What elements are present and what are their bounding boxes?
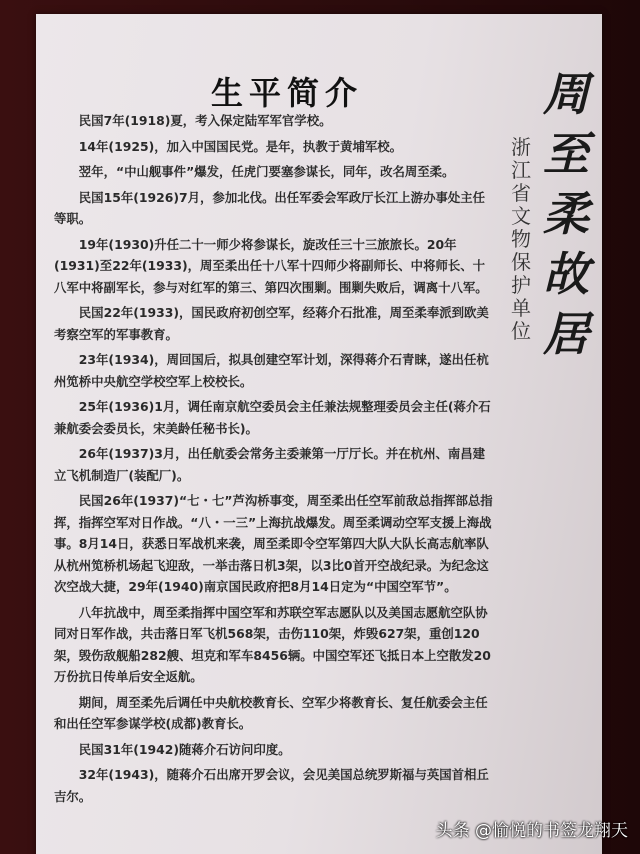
bio-paragraph: 翌年，“中山舰事件”爆发，任虎门要塞参谋长，同年，改名周至柔。: [78, 164, 455, 179]
biography-text: [54, 110, 494, 811]
bio-paragraph: 八年抗战中，周至柔指挥中国空军和苏联空军志愿队以及美国志愿航空队协同对日军作战，共击落日军飞机568架，击伤110架，炸毁627架，重创120架，毁伤敌舰船282艘、坦克和军车8456辆。中国空军还飞抵日本上空散发20万份抗日传单后安全返航。: [54, 604, 491, 684]
calligraphy-char: 柔: [543, 187, 589, 241]
heritage-char: 浙: [511, 135, 531, 159]
exhibit-board: [36, 14, 602, 854]
bio-paragraph: 14年(1925)，加入中国国民党。是年，执教于黄埔军校。: [78, 138, 403, 154]
board-title: 生平简介: [211, 74, 364, 112]
heritage-char: 江: [511, 158, 531, 182]
bio-paragraph: 民国26年(1937)“七・七”芦沟桥事变，周至柔出任空军前敌总指挥部总指挥，指挥空军对日作战。“八・一三”上海抗战爆发。周至柔调动空军支援上海战事。8月14日，获悉日军战机来袭，周至柔即令空军第四大队大队长高志航率队从杭州笕桥机场起飞迎敌，一举击落日机3架，以3比0首开空战纪录。为纪念这次空战大捷，29年(1940)南京国民政府把8月14日定为“中国空军节”。: [54, 493, 493, 594]
heritage-char: 位: [511, 319, 531, 343]
heritage-char: 单: [511, 296, 531, 320]
bio-paragraph: 期间，周至柔先后调任中央航校教育长、空军少将教育长、复任航委会主任和出任空军参谋学校(成都)教育长。: [54, 694, 488, 731]
heritage-label: [509, 136, 533, 343]
calligraphy-char: 周: [543, 67, 589, 121]
watermark: 头条 @愉悦的书签龙翔天: [435, 821, 628, 841]
bio-paragraph: 25年(1936)1月，调任南京航空委员会主任兼法规整理委员会主任(蒋介石兼航委会委员长，宋美龄任秘书长)。: [54, 399, 491, 436]
bio-paragraph: 民国22年(1933)，国民政府初创空军，经蒋介石批准，周至柔奉派到欧美考察空军的军事教育。: [54, 305, 489, 342]
calligraphy-title: [536, 64, 596, 364]
calligraphy-char: 居: [543, 307, 589, 361]
heritage-char: 省: [511, 181, 531, 205]
bio-paragraph: 23年(1934)，周回国后，拟具创建空军计划，深得蒋介石青睐，遂出任杭州笕桥中央航空学校空军上校校长。: [54, 352, 489, 389]
bio-paragraph: 民国31年(1942)随蒋介石访问印度。: [78, 741, 291, 757]
calligraphy-char: 故: [543, 247, 589, 301]
heritage-char: 文: [511, 204, 531, 228]
bio-paragraph: 19年(1930)升任二十一师少将参谋长，旋改任三十三旅旅长。20年(1931)至22年(1933)，周至柔出任十八军十四师少将副师长、中将师长、十八军中将副军长，参与对红军的第三、第四次围剿。围剿失败后，调离十八军。: [54, 236, 488, 295]
bio-paragraph: 32年(1943)，随蒋介石出席开罗会议，会见美国总统罗斯福与英国首相丘吉尔。: [54, 767, 489, 804]
heritage-char: 护: [511, 273, 531, 297]
calligraphy-char: 至: [543, 127, 589, 181]
bio-paragraph: 民国15年(1926)7月，参加北伐。出任军委会军政厅长江上游办事处主任等职。: [54, 189, 486, 226]
heritage-char: 物: [511, 227, 531, 251]
heritage-char: 保: [511, 250, 531, 274]
bio-paragraph: 26年(1937)3月，出任航委会常务主委兼第一厅厅长。并在杭州、南昌建立飞机制造厂(装配厂)。: [54, 446, 486, 483]
bio-paragraph: 民国7年(1918)夏，考入保定陆军军官学校。: [78, 113, 332, 128]
